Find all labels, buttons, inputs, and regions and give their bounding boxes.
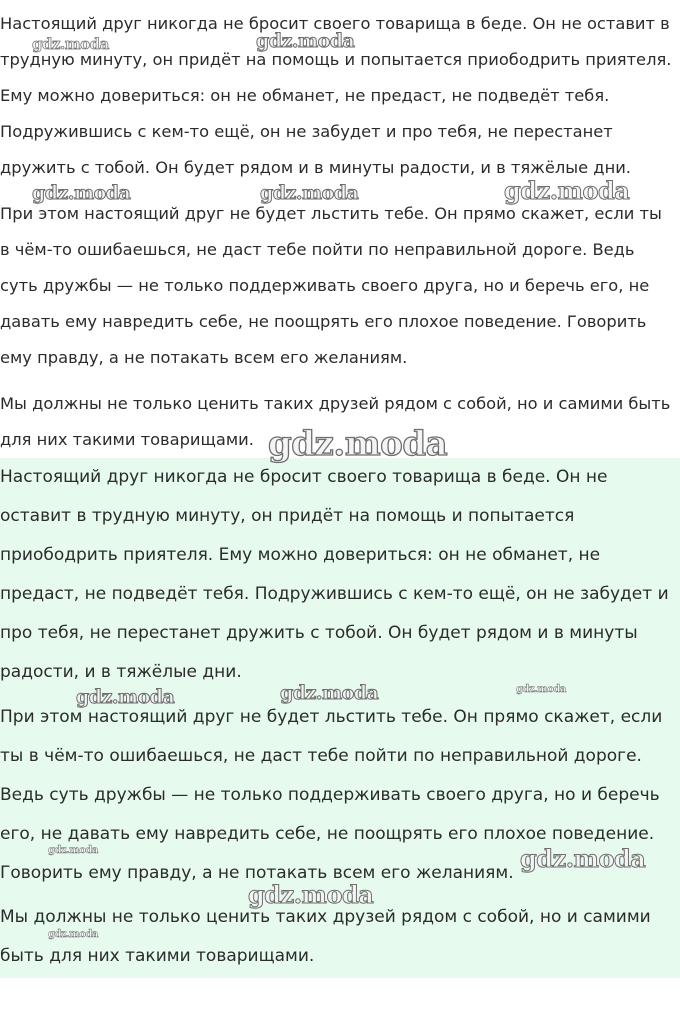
paragraph-2: При этом настоящий друг не будет льстить тебе. Он прямо скажет, если ты в чём-то ошибаешься, не даст тебе пойти по неправильной дороге. Ведь суть дружбы — не только поддерживать своего друга, но и беречь его, не давать ему навредить себе, не поощрять его плохое поведение. Говорить ему правду, а не потакать всем его желаниям. (0, 707, 663, 883)
watermark-logo: gdz.moda (48, 845, 98, 856)
paragraph-3: Мы должны не только ценить таких друзей рядом с собой, но и самими быть для них такими товарищами. (0, 907, 651, 966)
watermark-logo: gdz.moda (520, 844, 646, 873)
watermark-logo: gdz.moda (248, 880, 374, 909)
paragraph-2: При этом настоящий друг не будет льстить тебе. Он прямо скажет, если ты в чём-то ошибаешься, не даст тебе пойти по неправильной дороге. Ведь суть дружбы — не только поддерживать своего друга, но и беречь его, не давать ему навредить себе, не поощрять его плохое поведение. Говорить ему правду, а не потакать всем его желаниям. (0, 204, 662, 367)
paragraph-1: Настоящий друг никогда не бросит своего товарища в беде. Он не оставит в трудную минуту, он придёт на помощь и попытается приободрить приятеля. Ему можно довериться: он не обманет, не предаст, не подведёт тебя. Подружившись с кем-то ещё, он не забудет и про тебя, не перестанет дружить с тобой. Он будет рядом и в минуты радости, и в тяжёлые дни. (0, 467, 669, 682)
watermark-logo: gdz.moda (516, 684, 566, 695)
text-section-original (0, 0, 680, 458)
text-section-highlighted (0, 458, 680, 978)
watermark-logo: gdz.moda (256, 30, 355, 52)
watermark-logo: gdz.moda (268, 424, 448, 464)
paragraph-1: Настоящий друг никогда не бросит своего товарища в беде. Он не оставит в трудную минуту, он придёт на помощь и попытается приободрить приятеля. Ему можно довериться: он не обманет, не предаст, не подведёт тебя. Подружившись с кем-то ещё, он не забудет и про тебя, не перестанет дружить с тобой. Он будет рядом и в минуты радости, и в тяжёлые дни. (0, 14, 672, 177)
paragraph-3: Мы должны не только ценить таких друзей рядом с собой, но и самими быть для них такими товарищами. (0, 394, 671, 449)
watermark-logo: gdz.moda (76, 686, 175, 708)
watermark-logo: gdz.moda (280, 682, 379, 704)
watermark-logo: gdz.moda (48, 929, 98, 940)
watermark-logo: gdz.moda (260, 182, 359, 204)
watermark-logo: gdz.moda (32, 182, 131, 204)
watermark-logo: gdz.moda (504, 176, 630, 205)
watermark-logo: gdz.moda (32, 35, 109, 53)
